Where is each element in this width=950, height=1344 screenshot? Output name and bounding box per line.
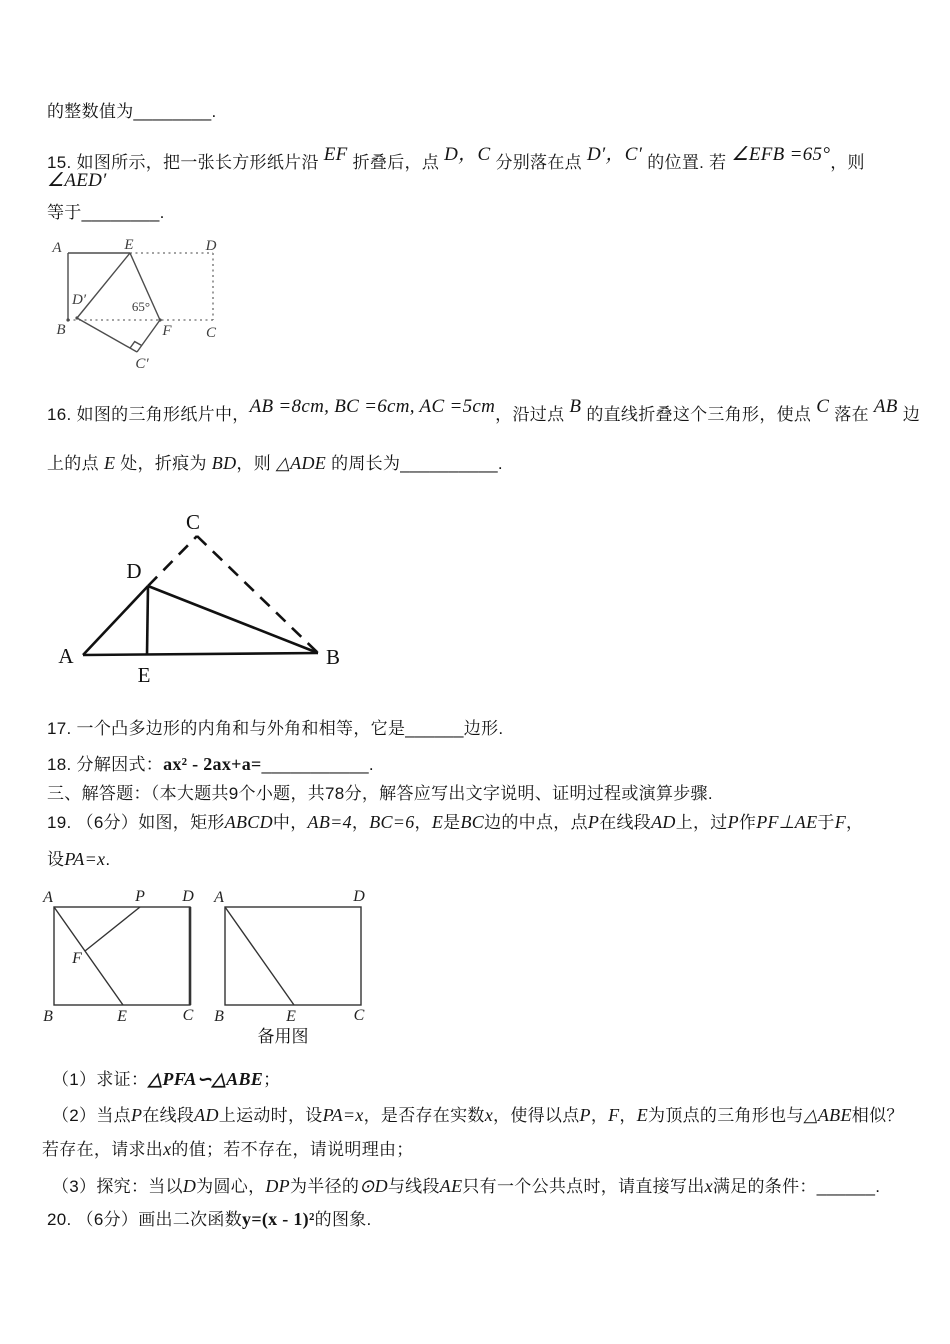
math-segment: AB	[873, 396, 898, 417]
math-segment: P	[587, 812, 600, 832]
math-segment: BD	[211, 453, 237, 473]
text-segment: 边的中点，点	[484, 813, 588, 832]
angle-label-65deg: 65°	[131, 299, 151, 314]
text-segment: ，则	[236, 454, 277, 473]
text-segment: 相似？	[851, 1106, 904, 1125]
math-segment: D	[182, 1176, 197, 1196]
vertex-label-c: C	[205, 325, 217, 341]
text-segment: 于	[817, 813, 835, 832]
math-segment: BC	[460, 812, 485, 832]
math-segment: AE	[439, 1176, 463, 1196]
text-segment: 落在	[829, 405, 874, 424]
text-segment: 分别落在点	[490, 153, 587, 172]
vertex-label-e: E	[286, 1008, 296, 1025]
text-segment: ；	[263, 1070, 281, 1089]
problem-16-text-line2	[47, 450, 927, 477]
vertex-label-b: B	[56, 322, 66, 338]
problem-19-text-line2	[47, 846, 927, 873]
math-segment: △PFA∽△ABE	[148, 1069, 264, 1089]
problem-20-text	[47, 1206, 927, 1233]
vertex-label-d: D	[182, 888, 194, 905]
text-segment: 的值；若不存在，请说明理由；	[171, 1140, 414, 1159]
text-segment: 边	[897, 405, 921, 424]
vertex-label-a: A	[43, 889, 53, 906]
vertex-label-e: E	[124, 237, 134, 253]
question-2-text-line1	[52, 1102, 932, 1129]
text-segment: （3）探究：当以	[52, 1177, 183, 1196]
math-segment: BC=6	[369, 812, 415, 832]
vertex-label-b: B	[43, 1008, 53, 1025]
text-segment: 上运动时，设	[218, 1106, 323, 1125]
text-segment: ______.	[816, 1177, 881, 1196]
vertex-label-a: A	[52, 240, 62, 256]
text-segment: 若存在，请求出	[42, 1140, 164, 1159]
text-segment: ，	[846, 813, 864, 832]
math-segment: PA=x	[64, 849, 106, 869]
vertex-label-b: B	[325, 645, 341, 669]
text-segment: 上，过	[675, 813, 728, 832]
text-segment: 的位置. 若	[642, 153, 732, 172]
text-segment: 设	[47, 850, 65, 869]
question-2-text-line2	[42, 1136, 922, 1163]
math-segment: DP	[265, 1176, 290, 1196]
fig15-labels	[51, 237, 217, 372]
text-segment: 在线段	[599, 813, 652, 832]
problem-15-text	[47, 144, 927, 202]
text-segment: ，沿过点	[495, 405, 570, 424]
text-segment: 三、解答题：（本大题共9个小题，共78分，解答应写出文字说明、证明过程或演算步骤.	[47, 784, 713, 803]
math-segment: PA=x	[322, 1105, 364, 1125]
vertex-label-c: C	[182, 1007, 194, 1024]
problem-19-text-line1	[47, 809, 927, 836]
text-segment: ，使得以点	[493, 1106, 580, 1125]
math-segment: AD	[651, 812, 676, 832]
question-3-text	[52, 1173, 932, 1200]
text-segment: ，	[619, 1106, 637, 1125]
text-segment: ，是否存在实数	[363, 1106, 485, 1125]
math-segment: P	[130, 1105, 143, 1125]
text-segment: 16. 如图的三角形纸片中，	[47, 405, 250, 424]
math-segment: ⊙D	[359, 1176, 388, 1196]
text-segment: 满足的条件：	[712, 1177, 817, 1196]
math-segment: ax² - 2ax+a=	[163, 754, 262, 774]
text-segment: 是	[443, 813, 461, 832]
text-segment: 19. （6分）如图，矩形	[47, 813, 225, 832]
vertex-label-d: D	[353, 888, 365, 905]
text-segment: 中，	[272, 813, 308, 832]
vertex-label-p: P	[135, 888, 145, 905]
text-segment: 等于________.	[47, 203, 165, 222]
math-segment: E	[636, 1105, 649, 1125]
vertex-label-c: C	[353, 1007, 365, 1024]
math-segment: P	[727, 812, 739, 832]
math-segment: ABCD	[224, 812, 273, 832]
text-segment: 上的点	[47, 454, 104, 473]
text-segment: 为半径的	[289, 1177, 360, 1196]
math-segment: D，C	[444, 144, 491, 165]
vertex-label-d-prime: D′	[71, 292, 87, 308]
problem-14-answer-fragment	[47, 99, 927, 125]
math-segment: E	[103, 453, 116, 473]
fig16-dashed-edges	[148, 536, 318, 653]
problem-18-text	[47, 751, 927, 778]
vertex-label-f: F	[72, 950, 82, 967]
math-segment: AB=4	[307, 812, 352, 832]
vertex-label-f: F	[162, 323, 172, 339]
text-segment: 18. 分解因式：	[47, 755, 164, 774]
math-segment: E	[431, 812, 444, 832]
text-segment: 的周长为__________.	[326, 454, 503, 473]
text-segment: 20. （6分）画出二次函数	[47, 1210, 243, 1229]
text-segment: 作	[738, 813, 757, 832]
text-segment: 在线段	[142, 1106, 195, 1125]
math-segment: x	[704, 1176, 713, 1196]
vertex-label-c-prime: C′	[135, 356, 149, 372]
vertex-label-e: E	[117, 1008, 127, 1025]
text-segment: 15. 如图所示，把一张长方形纸片沿	[47, 153, 324, 172]
math-segment: D′，C′	[586, 144, 643, 165]
text-segment: 的整数值为________.	[47, 102, 217, 121]
text-segment: ，则	[830, 153, 865, 172]
problem-16-text-line1	[47, 396, 927, 428]
vertex-label-a: A	[214, 889, 224, 906]
math-segment: AD	[194, 1105, 219, 1125]
math-segment: C	[816, 396, 830, 417]
section-3-header	[47, 781, 927, 807]
text-segment: ___________.	[261, 755, 374, 774]
text-segment: （1）求证：	[52, 1070, 149, 1089]
figure-problem-16-folded-triangle	[55, 495, 355, 695]
math-segment: x	[484, 1105, 494, 1125]
figure-problem-19-rectangles	[38, 885, 388, 1053]
text-segment: 处，折痕为	[115, 454, 212, 473]
text-segment: 的图象.	[314, 1210, 372, 1229]
spare-figure-caption: 备用图	[257, 1027, 309, 1046]
vertex-label-d: D	[126, 559, 142, 583]
text-segment: 与线段	[387, 1177, 440, 1196]
math-segment: AB =8cm, BC =6cm, AC =5cm	[249, 396, 496, 417]
text-segment: （2）当点	[52, 1106, 131, 1125]
text-segment: ，	[414, 813, 432, 832]
math-segment: F	[608, 1105, 620, 1125]
text-segment: 的直线折叠这个三角形，使点	[581, 405, 817, 424]
math-segment: F	[834, 812, 846, 832]
text-segment: 折叠后，点	[347, 153, 445, 172]
vertex-label-b: B	[214, 1008, 224, 1025]
problem-17-text	[47, 716, 927, 742]
math-segment: PF⊥AE	[756, 812, 818, 832]
text-segment: ，	[351, 813, 370, 832]
math-segment: EF	[323, 144, 348, 165]
math-segment: B	[569, 396, 582, 417]
math-segment: △ADE	[276, 453, 327, 473]
question-1-text	[52, 1066, 932, 1093]
math-segment: P	[579, 1105, 591, 1125]
text-segment: 17. 一个凸多边形的内角和与外角和相等，它是______边形.	[47, 719, 504, 738]
vertex-label-d: D	[205, 238, 217, 254]
figure-problem-15-folded-rectangle	[44, 230, 254, 390]
vertex-label-e: E	[137, 663, 151, 687]
text-segment: .	[105, 850, 111, 869]
math-segment: ∠EFB =65°	[731, 144, 831, 165]
math-segment: x	[163, 1139, 172, 1159]
text-segment: 为圆心，	[196, 1177, 266, 1196]
vertex-label-a: A	[58, 644, 74, 668]
text-segment: 只有一个公共点时，请直接写出	[462, 1177, 705, 1196]
math-segment: y=(x - 1)²	[242, 1209, 315, 1229]
problem-15-answer-line	[47, 200, 927, 226]
fig19-right-rectangle	[225, 907, 361, 1005]
vertex-label-c: C	[185, 510, 201, 534]
math-segment: ∠AED′	[47, 170, 107, 191]
text-segment: ，	[590, 1106, 609, 1125]
math-segment: △ABE	[803, 1105, 852, 1125]
text-segment: 为顶点的三角形也与	[648, 1106, 804, 1125]
